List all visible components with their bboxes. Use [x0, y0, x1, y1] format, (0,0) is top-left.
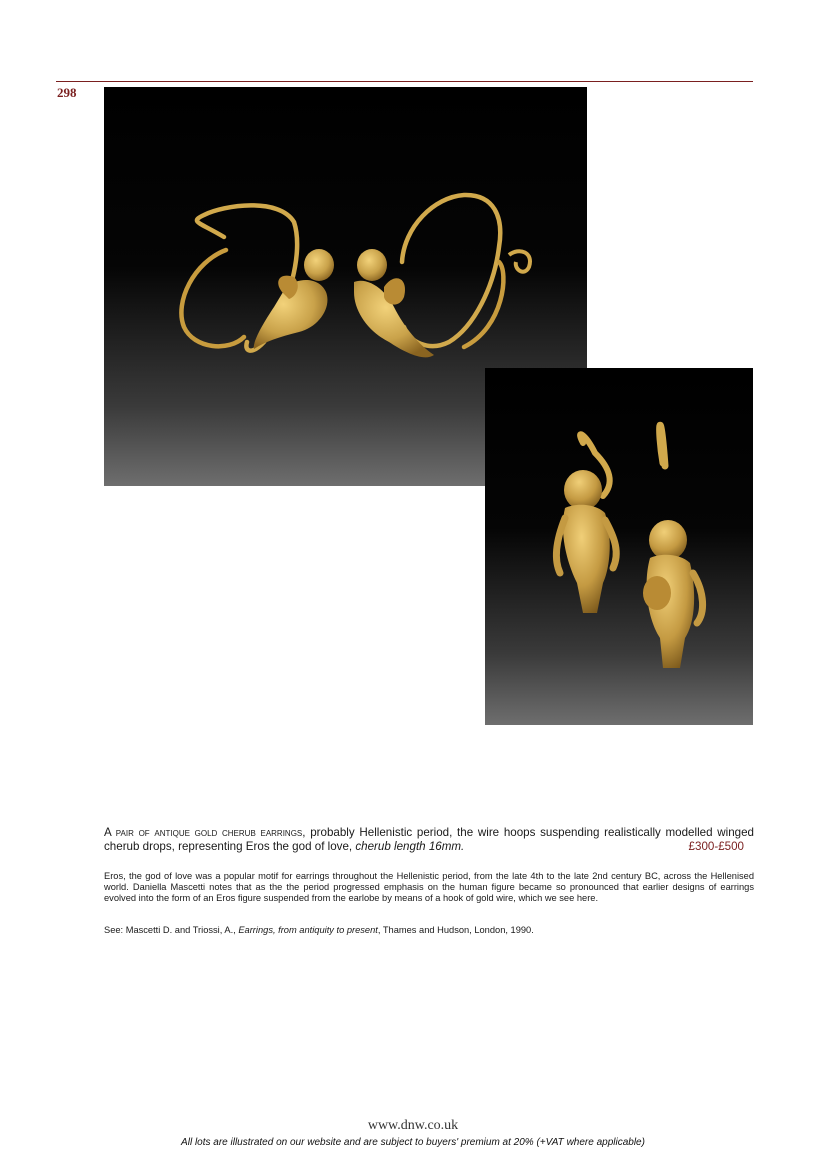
lot-notes: Eros, the god of love was a popular motif for earrings throughout the Hellenistic period, from the late 4th to the late 2nd century BC, across the Hellenised world. Daniella Mascetti notes that as the the period progressed emphasis on the human figure became so pronounced that earlier designs of earrings evolved into the form of an Eros figure suspended from the earlobe by means of a hook of gold wire, which we see here.	[104, 871, 754, 904]
lot-description	[104, 826, 754, 854]
lot-number: 298	[57, 85, 77, 100]
lot-size: cherub length 16mm.	[355, 840, 465, 853]
header-rule	[56, 81, 753, 82]
footer-note: All lots are illustrated on our website and are subject to buyers' premium at 20% (+VAT where applicable)	[181, 1137, 645, 1148]
earrings-photo-drops	[485, 368, 753, 725]
footer-url[interactable]: www.dnw.co.uk	[367, 1118, 459, 1133]
lot-title: A pair of antique gold cherub earrings	[104, 826, 303, 839]
lot-estimate: £300-£500	[688, 840, 744, 853]
lot-reference	[104, 925, 754, 936]
reference-prefix: See: Mascetti D. and Triossi, A.,	[104, 925, 239, 935]
reference-book: Earrings, from antiquity to present	[238, 925, 378, 935]
reference-suffix: , Thames and Hudson, London, 1990.	[377, 925, 534, 935]
lot-summary: , probably Hellenistic period, the wire hoops suspending realistically modelled winged cherub drops, representing Eros the god of love,	[104, 826, 754, 853]
earrings-drops-illustration	[485, 368, 753, 725]
